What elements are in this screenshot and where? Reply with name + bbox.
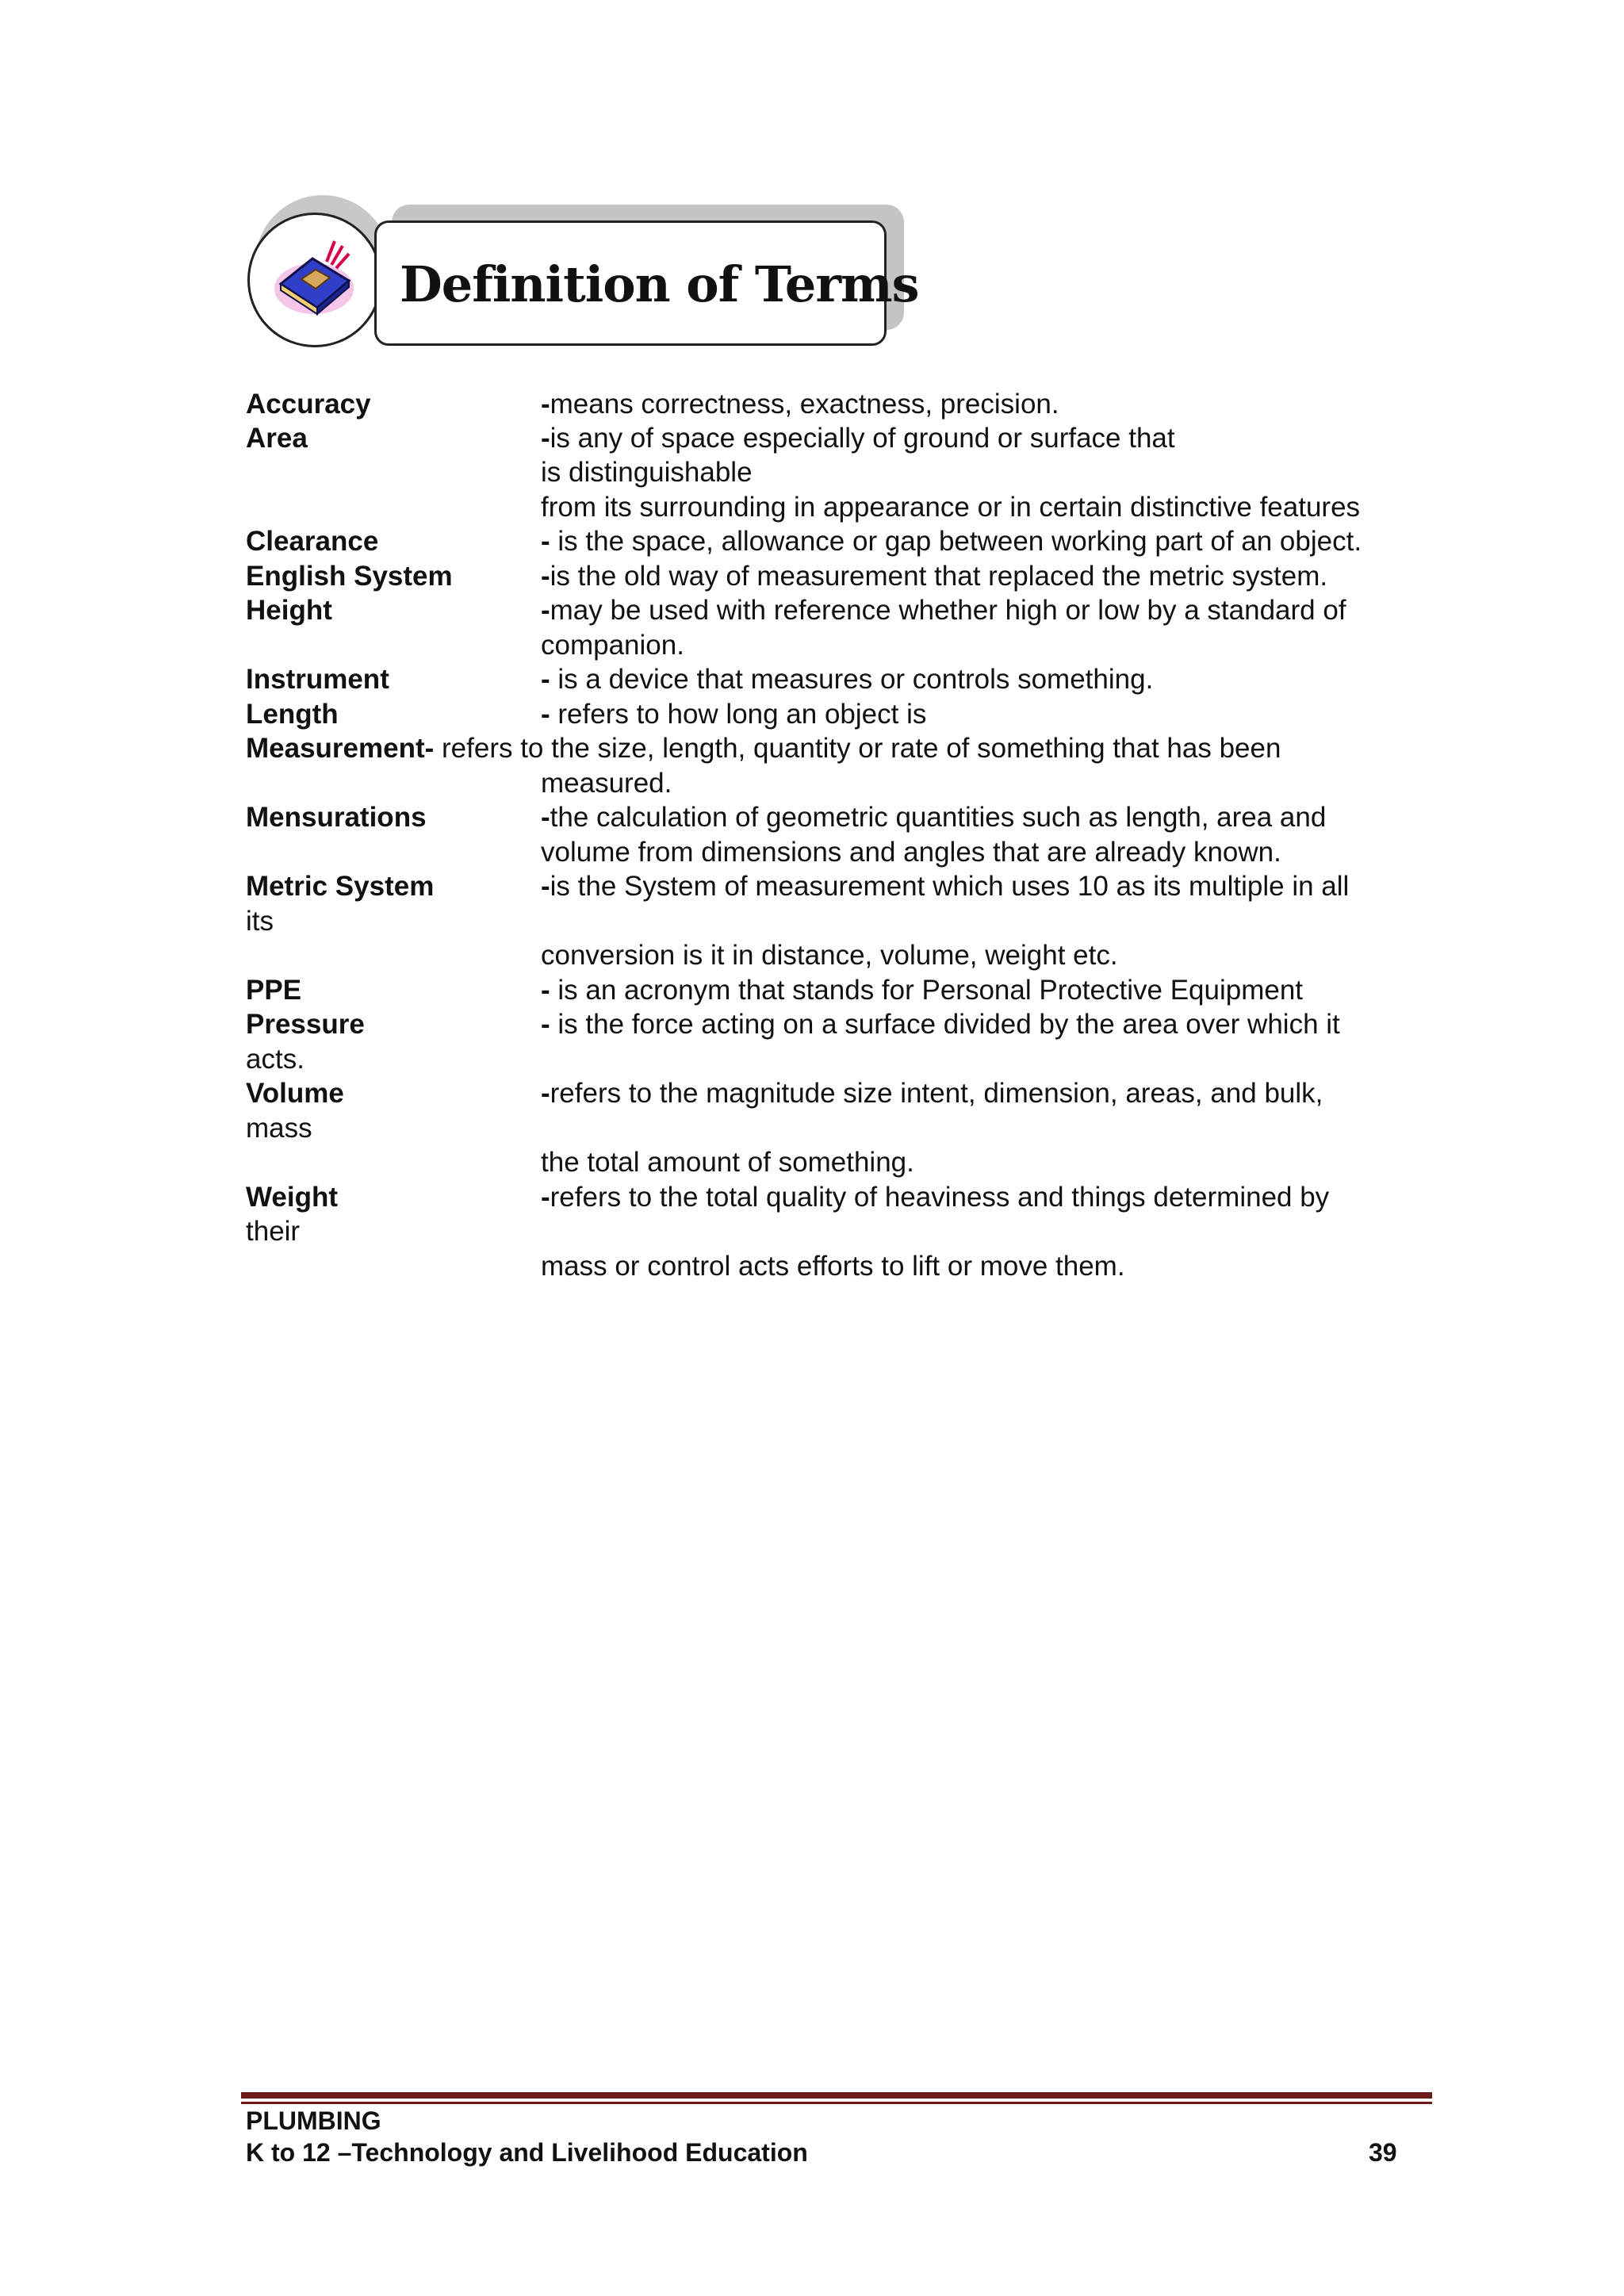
definition-text: refers to the magnitude size intent, dimension, areas, and bulk, bbox=[550, 1078, 1323, 1109]
list-item bbox=[541, 973, 1303, 1007]
list-item bbox=[246, 1180, 338, 1214]
term-label: Weight bbox=[246, 1182, 339, 1213]
term-dash: - bbox=[541, 561, 550, 592]
term-label: Clearance bbox=[246, 526, 379, 557]
list-item bbox=[541, 1076, 1323, 1110]
term-label: Height bbox=[246, 595, 332, 626]
list-item bbox=[246, 1007, 365, 1041]
page-number: 39 bbox=[1369, 2138, 1397, 2167]
term-dash: - bbox=[541, 1078, 550, 1109]
term-label: Measurement bbox=[246, 733, 425, 764]
list-item bbox=[246, 662, 389, 696]
term-label: Volume bbox=[246, 1078, 344, 1109]
term-dash: - bbox=[541, 664, 550, 695]
list-item bbox=[246, 1042, 304, 1076]
term-label: Pressure bbox=[246, 1009, 365, 1040]
definition-text: volume from dimensions and angles that are already known. bbox=[541, 837, 1281, 868]
wrapped-text: its bbox=[246, 906, 274, 937]
page-title: Definition of Terms bbox=[400, 255, 919, 313]
term-label: English System bbox=[246, 561, 453, 592]
list-item bbox=[246, 387, 371, 421]
list-item bbox=[246, 904, 274, 938]
term-dash: - bbox=[541, 423, 550, 454]
term-dash: - bbox=[541, 1182, 550, 1213]
list-item bbox=[541, 869, 1349, 903]
definition-text: is distinguishable bbox=[541, 457, 753, 488]
list-item bbox=[541, 490, 1360, 524]
term-dash: - bbox=[541, 802, 550, 833]
term-dash: - bbox=[541, 389, 550, 420]
list-item bbox=[541, 628, 684, 662]
definition-text: refers to the total quality of heaviness and things determined by bbox=[550, 1182, 1330, 1213]
list-item bbox=[541, 662, 1153, 696]
list-item bbox=[246, 731, 1281, 765]
term-label: Instrument bbox=[246, 664, 389, 695]
list-item bbox=[246, 973, 301, 1007]
list-item bbox=[246, 559, 453, 593]
term-dash: - bbox=[541, 871, 550, 902]
list-item bbox=[246, 869, 434, 903]
list-item bbox=[246, 1076, 344, 1110]
term-dash: - bbox=[541, 1009, 550, 1040]
list-item bbox=[541, 697, 926, 731]
list-item bbox=[541, 559, 1327, 593]
wrapped-text: their bbox=[246, 1216, 301, 1247]
term-label: Mensurations bbox=[246, 802, 427, 833]
definition-text: refers to the size, length, quantity or rate of something that has been bbox=[434, 733, 1281, 764]
list-item bbox=[541, 455, 753, 489]
list-item bbox=[541, 1180, 1329, 1214]
term-dash: - bbox=[424, 733, 435, 764]
definition-text: is the force acting on a surface divided by the area over which it bbox=[550, 1009, 1340, 1040]
list-item bbox=[541, 387, 1059, 421]
list-item bbox=[246, 593, 332, 627]
definition-text: means correctness, exactness, precision. bbox=[550, 389, 1059, 420]
definition-text: is any of space especially of ground or surface that bbox=[550, 423, 1175, 454]
list-item bbox=[541, 1007, 1340, 1041]
list-item bbox=[541, 800, 1326, 834]
list-item bbox=[541, 938, 1118, 972]
definition-text: is the old way of measurement that replaced the metric system. bbox=[550, 561, 1328, 592]
list-item bbox=[541, 766, 672, 800]
definition-text: from its surrounding in appearance or in certain distinctive features bbox=[541, 492, 1361, 523]
term-label: Accuracy bbox=[246, 389, 371, 420]
list-item bbox=[541, 593, 1346, 627]
definition-text: is an acronym that stands for Personal Protective Equipment bbox=[550, 975, 1304, 1006]
term-dash: - bbox=[541, 975, 550, 1006]
wrapped-text: mass bbox=[246, 1113, 312, 1144]
definition-text: mass or control acts efforts to lift or move them. bbox=[541, 1251, 1125, 1282]
term-label: Length bbox=[246, 699, 339, 730]
definition-text: refers to how long an object is bbox=[550, 699, 927, 730]
term-label: PPE bbox=[246, 975, 302, 1006]
definition-text: the calculation of geometric quantities such as length, area and bbox=[550, 802, 1327, 833]
definition-text: may be used with reference whether high or low by a standard of bbox=[550, 595, 1346, 626]
wrapped-text: acts. bbox=[246, 1044, 304, 1075]
term-dash: - bbox=[541, 595, 550, 626]
footer-divider bbox=[241, 2092, 1432, 2099]
footer-divider-thin bbox=[241, 2102, 1432, 2104]
list-item bbox=[246, 421, 308, 455]
term-dash: - bbox=[541, 699, 550, 730]
list-item bbox=[246, 1214, 300, 1248]
term-label: Area bbox=[246, 423, 308, 454]
list-item bbox=[541, 835, 1281, 869]
book-icon bbox=[266, 235, 362, 322]
list-item bbox=[541, 1145, 914, 1179]
list-item bbox=[246, 697, 339, 731]
definition-text: is the System of measurement which uses 10 as its multiple in all bbox=[550, 871, 1350, 902]
list-item bbox=[246, 524, 378, 558]
definition-text: is the space, allowance or gap between working part of an object. bbox=[550, 526, 1362, 557]
definition-text: the total amount of something. bbox=[541, 1147, 914, 1178]
section-header bbox=[244, 195, 919, 358]
definition-text: companion. bbox=[541, 630, 684, 661]
list-item bbox=[246, 1111, 312, 1145]
definition-text: conversion is it in distance, volume, weight etc. bbox=[541, 940, 1118, 971]
list-item bbox=[541, 421, 1175, 455]
footer-course: K to 12 –Technology and Livelihood Education bbox=[246, 2138, 808, 2167]
definition-text: is a device that measures or controls something. bbox=[550, 664, 1154, 695]
list-item bbox=[541, 1249, 1125, 1283]
definition-text: measured. bbox=[541, 768, 672, 799]
term-dash: - bbox=[541, 526, 550, 557]
term-label: Metric System bbox=[246, 871, 435, 902]
list-item bbox=[541, 524, 1362, 558]
list-item bbox=[246, 800, 427, 834]
footer-subject: PLUMBING bbox=[246, 2106, 381, 2135]
